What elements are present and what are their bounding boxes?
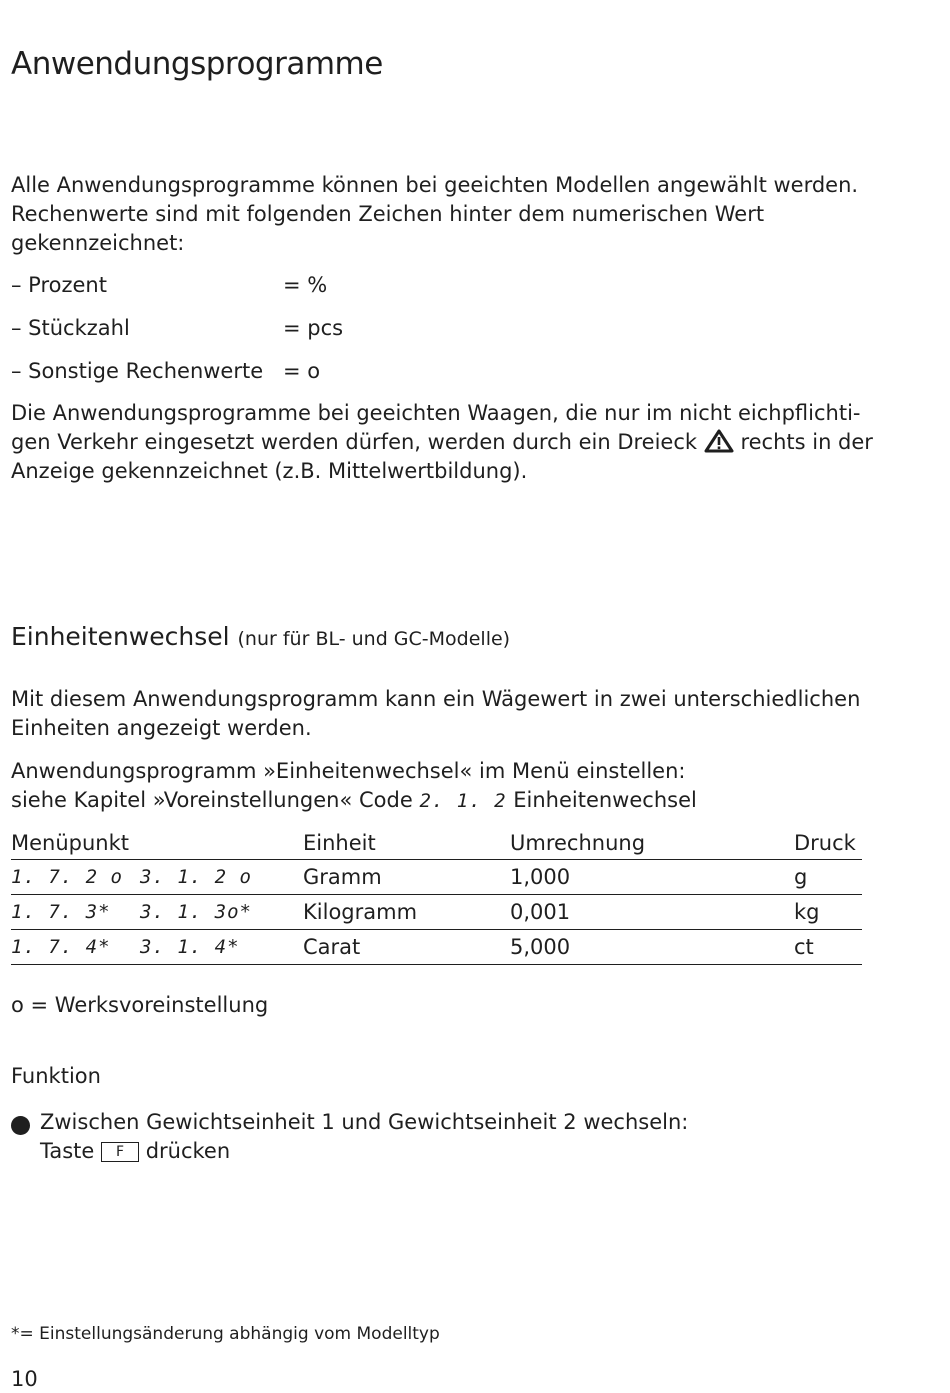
symbol-label: – Prozent	[11, 273, 107, 297]
setup-line-2	[11, 786, 891, 816]
function-heading: Funktion	[11, 1064, 101, 1088]
bullet-dot-icon	[11, 1116, 30, 1135]
factory-default-legend: o = Werksvoreinstellung	[11, 993, 269, 1017]
function-bullet	[11, 1108, 881, 1168]
menu-code-2: 3. 1. 4*	[140, 930, 303, 965]
conversion-factor: 1,000	[510, 860, 794, 895]
unit-name: Carat	[303, 930, 510, 965]
table-row	[11, 930, 862, 965]
unit-name: Kilogramm	[303, 895, 510, 930]
print-symbol: kg	[794, 895, 862, 930]
symbol-value: = %	[283, 273, 328, 297]
triangle-note	[11, 399, 881, 486]
table-row	[11, 860, 862, 895]
symbol-value: = pcs	[283, 316, 344, 340]
menu-code-2: 3. 1. 2 o	[140, 860, 303, 895]
unit-table	[11, 826, 862, 965]
symbol-value: = o	[283, 359, 321, 383]
symbol-label: – Stückzahl	[11, 316, 130, 340]
section-description: Mit diesem Anwendungsprogramm kann ein Wägewert in zwei unterschiedlichen Einheiten angezeigt werden.	[11, 687, 861, 740]
header-unit: Einheit	[303, 826, 510, 860]
table-header-row	[11, 826, 862, 860]
header-conversion: Umrechnung	[510, 826, 794, 860]
setup-instruction	[11, 757, 891, 816]
menu-code-1: 1. 7. 3*	[11, 895, 140, 930]
intro-paragraph: Alle Anwendungsprogramme können bei geeichten Modellen angewählt werden. Rechenwerte sind mit folgenden Zeichen hinter dem numerischen Wert gekennzeichnet:	[11, 173, 859, 255]
page-number: 10	[11, 1367, 38, 1391]
page-title: Anwendungsprogramme	[11, 46, 383, 82]
menu-code-2: 3. 1. 3o*	[140, 895, 303, 930]
header-menu-item: Menüpunkt	[11, 826, 303, 860]
unit-name: Gramm	[303, 860, 510, 895]
setup-code: 2. 1. 2	[419, 790, 507, 812]
bullet-line-2-suffix: drücken	[145, 1139, 231, 1163]
header-print: Druck	[794, 826, 862, 860]
triangle-note-after: rechts in der Anzeige gekennzeichnet (z.B. Mittelwertbildung).	[11, 430, 873, 483]
warning-triangle-icon	[704, 429, 734, 453]
conversion-factor: 5,000	[510, 930, 794, 965]
symbol-label: – Sonstige Rechenwerte	[11, 359, 264, 383]
footnote: *= Einstellungsänderung abhängig vom Modelltyp	[11, 1324, 440, 1344]
triangle-note-before: Die Anwendungsprogramme bei geeichten Waagen, die nur im nicht eichpflichti-gen Verkehr eingesetzt werden dürfen, werden durch ein Dreieck	[11, 401, 861, 454]
setup-line-1: Anwendungsprogramm »Einheitenwechsel« im Menü einstellen:	[11, 759, 686, 783]
bullet-line-2-prefix: Taste	[40, 1139, 95, 1163]
setup-suffix: Einheitenwechsel	[513, 788, 697, 812]
section-title	[11, 622, 510, 651]
table-row	[11, 895, 862, 930]
section-title-main: Einheitenwechsel	[11, 622, 230, 651]
menu-code-1: 1. 7. 2 o	[11, 860, 140, 895]
conversion-factor: 0,001	[510, 895, 794, 930]
menu-code-1: 1. 7. 4*	[11, 930, 140, 965]
print-symbol: ct	[794, 930, 862, 965]
key-f-button: F	[101, 1142, 139, 1162]
bullet-line-2	[40, 1137, 688, 1166]
print-symbol: g	[794, 860, 862, 895]
setup-prefix: siehe Kapitel »Voreinstellungen« Code	[11, 788, 413, 812]
bullet-line-1: Zwischen Gewichtseinheit 1 und Gewichtseinheit 2 wechseln:	[40, 1110, 689, 1134]
bullet-text	[40, 1108, 688, 1166]
section-title-note: (nur für BL- und GC-Modelle)	[237, 628, 511, 650]
